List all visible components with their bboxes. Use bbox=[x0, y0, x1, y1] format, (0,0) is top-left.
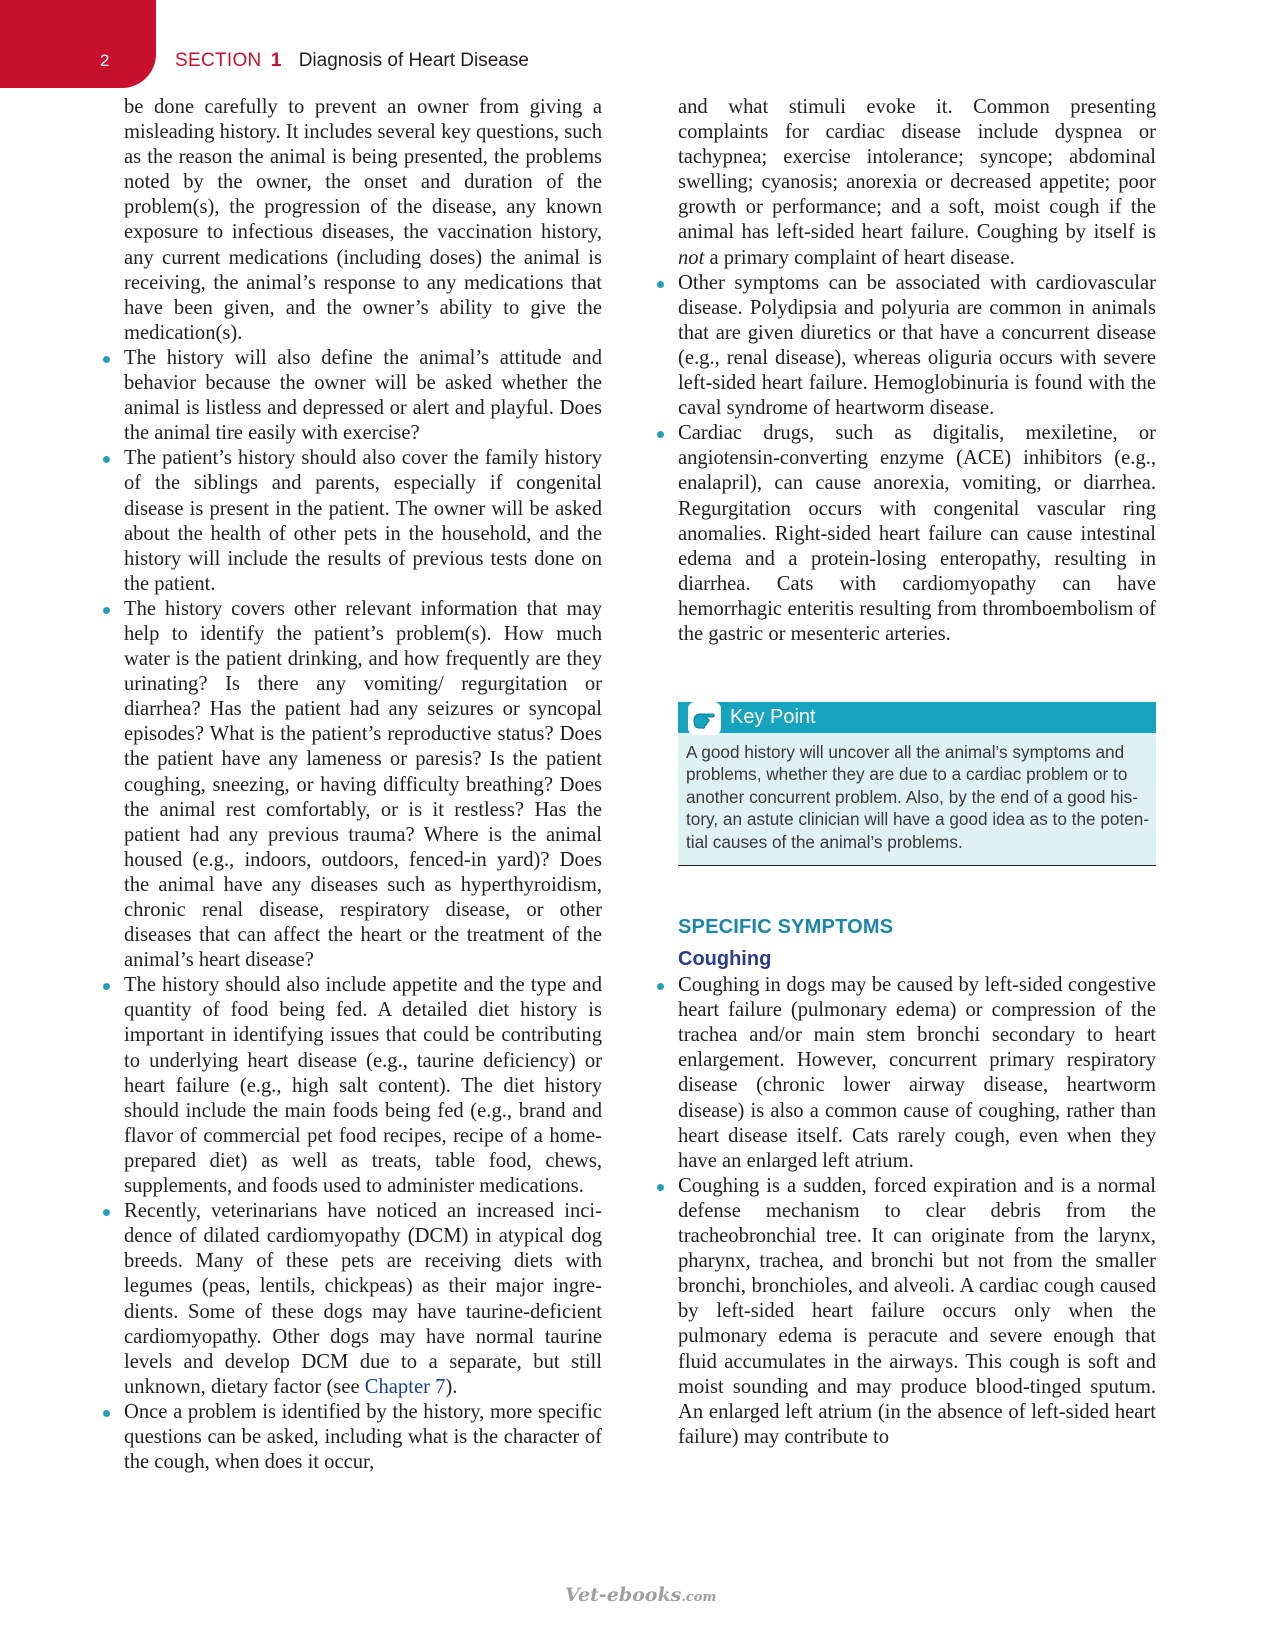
list-item: The history covers other relevant information that may help to identify the patient’s problem(s). How much water is the patient drinking, and how frequently are they urinating? Is there any vomiting/ regurgitation or diarrhea? Has the patient had any seizures or syncopal episodes? What is the patient’s reproductive status? Does the patient have any lameness or paresis? Is the patient coughing, sneezing, or having difficulty breathing? Does the animal rest comfortably, or is it restless? Has the patient had any previous trauma? Where is the animal housed (e.g., indoors, outdoors, fenced-in yard)? Does the animal have any diseases such as hyperthyroidism, chronic renal disease, respiratory disease, or other diseases that can affect the heart or the treatment of the animal’s heart disease? bbox=[124, 597, 602, 973]
coughing-bullet-list bbox=[678, 973, 1156, 1450]
emphasis-text: not bbox=[678, 246, 705, 269]
key-point-title: Key Point bbox=[730, 706, 816, 729]
list-item: Cardiac drugs, such as digitalis, mexiletine, or angiotensin-converting enzyme (ACE) inhibitors (e.g., enalapril), can cause anorexia, vomiting, or diarrhea. Regurgitation occurs with congenital vascular ring anomalies. Right-sided heart failure can cause intestinal edema and a protein-losing enteropathy, resulting in diarrhea. Cats with cardiomyopathy can have hemorrhagic enteritis resulting from thromboembolism of the gastric or mesenteric arteries. bbox=[678, 421, 1156, 647]
continuation-text: and what stimuli evoke it. Common presenting complaints for cardiac disease include dyspnea or tachypnea; exercise intolerance; syncope; abdominal swelling; cyanosis; anorexia or decreased appetite; poor growth or performance; and a soft, moist cough if the animal has left-sided heart failure. Coughing by itself is bbox=[678, 96, 1156, 244]
chapter-link[interactable]: Chapter 7 bbox=[364, 1375, 446, 1398]
running-head bbox=[175, 50, 529, 72]
intro-paragraph: be done carefully to prevent an owner from giving a misleading history. It includes several key questions, such as the reason the animal is being presented, the problems noted by the owner, the onset and duration of the problem(s), the progression of the disease, any known exposure to infectious diseases, the vaccination history, any current medications (including doses) the animal is receiving, the animal’s response to any medications that have been given, and the owner’s ability to give the medication(s). bbox=[124, 96, 602, 344]
key-point-header bbox=[678, 702, 1156, 733]
section-title: Diagnosis of Heart Disease bbox=[298, 50, 529, 71]
right-column bbox=[678, 95, 1156, 1450]
section-number: 1 bbox=[270, 50, 282, 71]
list-item: The patient’s history should also cover the family history of the siblings and parents, especially if congenital disease is present in the patient. The owner will be asked about the health of other pets in the household, and the history will include the results of previous tests done on the patient. bbox=[124, 446, 602, 597]
key-point-box bbox=[678, 702, 1156, 866]
left-column bbox=[124, 95, 602, 1475]
continuation-text-end: a primary complaint of heart disease. bbox=[704, 246, 1015, 269]
watermark-logo bbox=[565, 1584, 716, 1606]
list-item: Once a problem is identified by the history, more specific questions can be asked, including what is the character of the cough, when does it occur, bbox=[124, 1400, 602, 1475]
watermark-text: Vet-ebooks bbox=[565, 1584, 682, 1606]
list-item: Coughing is a sudden, forced expiration and is a normal defense mechanism to clear debris from the tracheobronchial tree. It can originate from the larynx, pharynx, trachea, and bronchi but not from the smaller bronchi, bronchioles, and alveoli. A cardiac cough caused by left-sided heart failure occurs only when the pulmonary edema is peracute and severe enough that fluid accumulates in the airways. This cough is soft and moist sounding and may produce blood-tinged sputum. An enlarged left atrium (in the absence of left-sided heart failure) may contribute to bbox=[678, 1174, 1156, 1450]
key-point-body: A good history will uncover all the animal’s symptoms and problems, whether they are due to a cardiac problem or to another concurrent problem. Also, by the end of a good history, an astute clinician will have a good idea as to the potential causes of the animal’s problems. bbox=[686, 742, 1150, 852]
dcm-text: Recently, veterinarians have noticed an increased incidence of dilated cardiomyopathy (DCM) in atypical dog breeds. Many of these pets are receiving diets with legumes (peas, lentils, chickpeas) as their major ingredients. Some of these dogs may have taurine-deficient cardiomyopathy. Other dogs may have normal taurine levels and develop DCM due to a separate, but still unknown, dietary factor (see bbox=[124, 1200, 602, 1398]
page-number: 2 bbox=[100, 51, 110, 70]
list-item: Other symptoms can be associated with cardiovascular disease. Polydipsia and polyuria are common in animals that are given diuretics or that have a concurrent disease (e.g., renal disease), whereas oliguria occurs with severe left-sided heart failure. Hemoglobinuria is found with the caval syndrome of heartworm disease. bbox=[678, 271, 1156, 422]
pointing-hand-icon bbox=[688, 702, 721, 735]
list-item: The history will also define the animal’s attitude and behavior because the owner will be asked whether the animal is listless and depressed or alert and playful. Does the animal tire easily with exercise? bbox=[124, 346, 602, 446]
continuation-paragraph bbox=[678, 95, 1156, 271]
list-item bbox=[124, 1199, 602, 1400]
watermark-suffix: .com bbox=[681, 1590, 717, 1605]
history-bullet-list bbox=[124, 346, 602, 1475]
page-number-tab bbox=[0, 0, 156, 88]
list-item: The history should also include appetite and the type and quantity of food being fed. A detailed diet history is important in identifying issues that could be contributing to underlying heart disease (e.g., taurine deficiency) or heart failure (e.g., high salt content). The diet history should include the main foods being fed (e.g., brand and flavor of commercial pet food recipes, recipe of a home-prepared diet) as well as treats, table food, chews, supplements, and foods used to administer medications. bbox=[124, 973, 602, 1199]
section-heading: SPECIFIC SYMPTOMS bbox=[678, 916, 894, 939]
section-label: SECTION bbox=[175, 50, 262, 71]
symptom-bullet-list bbox=[678, 271, 1156, 647]
dcm-text-end: ). bbox=[445, 1375, 458, 1398]
list-item: Coughing in dogs may be caused by left-sided congestive heart failure (pulmonary edema) or compression of the trachea and/or main stem bronchi secondary to heart enlargement. However, concurrent primary respiratory disease (chronic lower airway disease, heartworm disease) is also a common cause of coughing, rather than heart disease itself. Cats rarely cough, even when they have an enlarged left atrium. bbox=[678, 973, 1156, 1174]
subheading: Coughing bbox=[678, 948, 772, 971]
